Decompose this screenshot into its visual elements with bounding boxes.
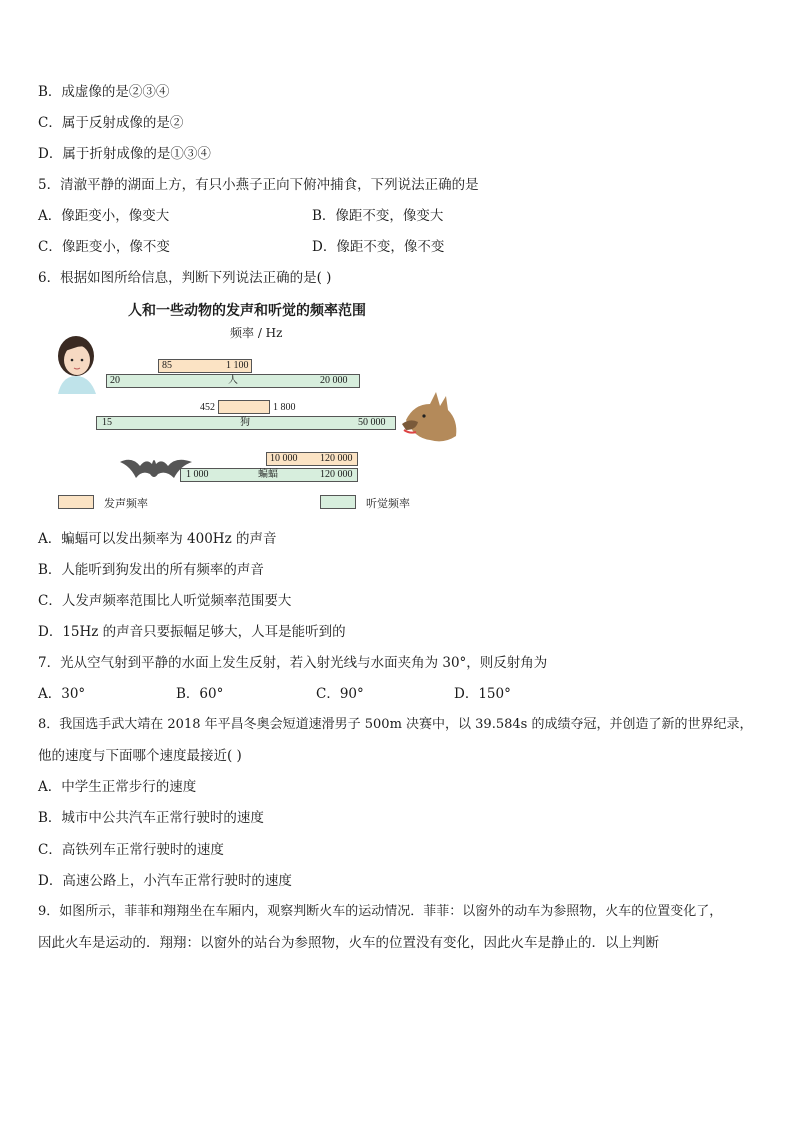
dog-hear-max: 50 000 (358, 417, 386, 428)
human-hear-max: 20 000 (320, 375, 348, 386)
q7-stem: 7．光从空气射到平静的水面上发生反射，若入射光线与水面夹角为 30°，则反射角为 (38, 655, 548, 671)
q9-stem-line2: 因此火车是运动的．翔翔：以窗外的站台为参照物，火车的位置没有变化，因此火车是静止的．以上判断 (38, 935, 659, 951)
legend-emit-swatch (58, 495, 94, 509)
q5-option-c: C．像距变小，像不变 (38, 239, 170, 255)
bat-hear-min: 1 000 (186, 469, 209, 480)
q8-option-c: C．高铁列车正常行驶时的速度 (38, 842, 224, 858)
figure-title: 人和一些动物的发声和听觉的频率范围 (128, 303, 366, 319)
q8-stem-line1: 8．我国选手武大靖在 2018 年平昌冬奥会短道速滑男子 500m 决赛中，以 39.584s 的成绩夺冠，并创造了新的世界纪录， (38, 717, 753, 732)
q7-option-a: A．30° (38, 686, 86, 702)
legend-emit-label: 发声频率 (104, 497, 148, 510)
dog-emit-max: 1 800 (273, 402, 296, 413)
human-emit-min: 85 (162, 360, 172, 371)
q5-option-d: D．像距不变，像不变 (312, 239, 445, 255)
human-hear-min: 20 (110, 375, 120, 386)
q8-option-a: A．中学生正常步行的速度 (38, 779, 197, 795)
q8-stem-line2: 他的速度与下面哪个速度最接近( ) (38, 748, 242, 764)
q4-option-b: B．成虚像的是②③④ (38, 84, 170, 100)
q5-option-a: A．像距变小，像变大 (38, 208, 170, 224)
human-name: 人 (228, 375, 238, 386)
q6-option-b: B．人能听到狗发出的所有频率的声音 (38, 562, 264, 578)
person-illustration (44, 330, 108, 394)
q4-option-d: D．属于折射成像的是①③④ (38, 146, 211, 162)
dog-emit-min: 452 (200, 402, 215, 413)
q6-stem: 6．根据如图所给信息，判断下列说法正确的是( ) (38, 270, 332, 286)
legend-hear-label: 听觉频率 (366, 497, 410, 510)
dog-illustration (396, 390, 462, 446)
dog-name: 狗 (240, 417, 250, 428)
dog-hear-min: 15 (102, 417, 112, 428)
q7-option-c: C．90° (316, 686, 364, 702)
bat-emit-min: 10 000 (270, 453, 298, 464)
dog-emit-bar (218, 400, 270, 414)
figure-unit: 频率 / Hz (230, 326, 283, 340)
q7-option-d: D．150° (454, 686, 511, 702)
bat-hear-max: 120 000 (320, 469, 353, 480)
q5-option-b: B．像距不变，像变大 (312, 208, 444, 224)
q8-option-b: B．城市中公共汽车正常行驶时的速度 (38, 810, 264, 826)
bat-emit-max: 120 000 (320, 453, 353, 464)
q8-option-d: D．高速公路上，小汽车正常行驶时的速度 (38, 873, 292, 889)
q5-stem: 5．清澈平静的湖面上方，有只小燕子正向下俯冲捕食，下列说法正确的是 (38, 177, 479, 193)
q9-stem-line1: 9．如图所示，菲菲和翔翔坐在车厢内，观察判断火车的运动情况．菲菲：以窗外的动车为参照物，火车的位置变化了， (38, 904, 723, 919)
human-emit-max: 1 100 (226, 360, 249, 371)
frequency-range-figure (40, 296, 480, 516)
q6-option-c: C．人发声频率范围比人听觉频率范围要大 (38, 593, 292, 609)
q7-option-b: B．60° (176, 686, 224, 702)
bat-name: 蝙蝠 (258, 469, 278, 480)
q4-option-c: C．属于反射成像的是② (38, 115, 184, 131)
legend-hear-swatch (320, 495, 356, 509)
q6-option-d: D．15Hz 的声音只要振幅足够大，人耳是能听到的 (38, 624, 346, 640)
q6-option-a: A．蝙蝠可以发出频率为 400Hz 的声音 (38, 531, 277, 547)
